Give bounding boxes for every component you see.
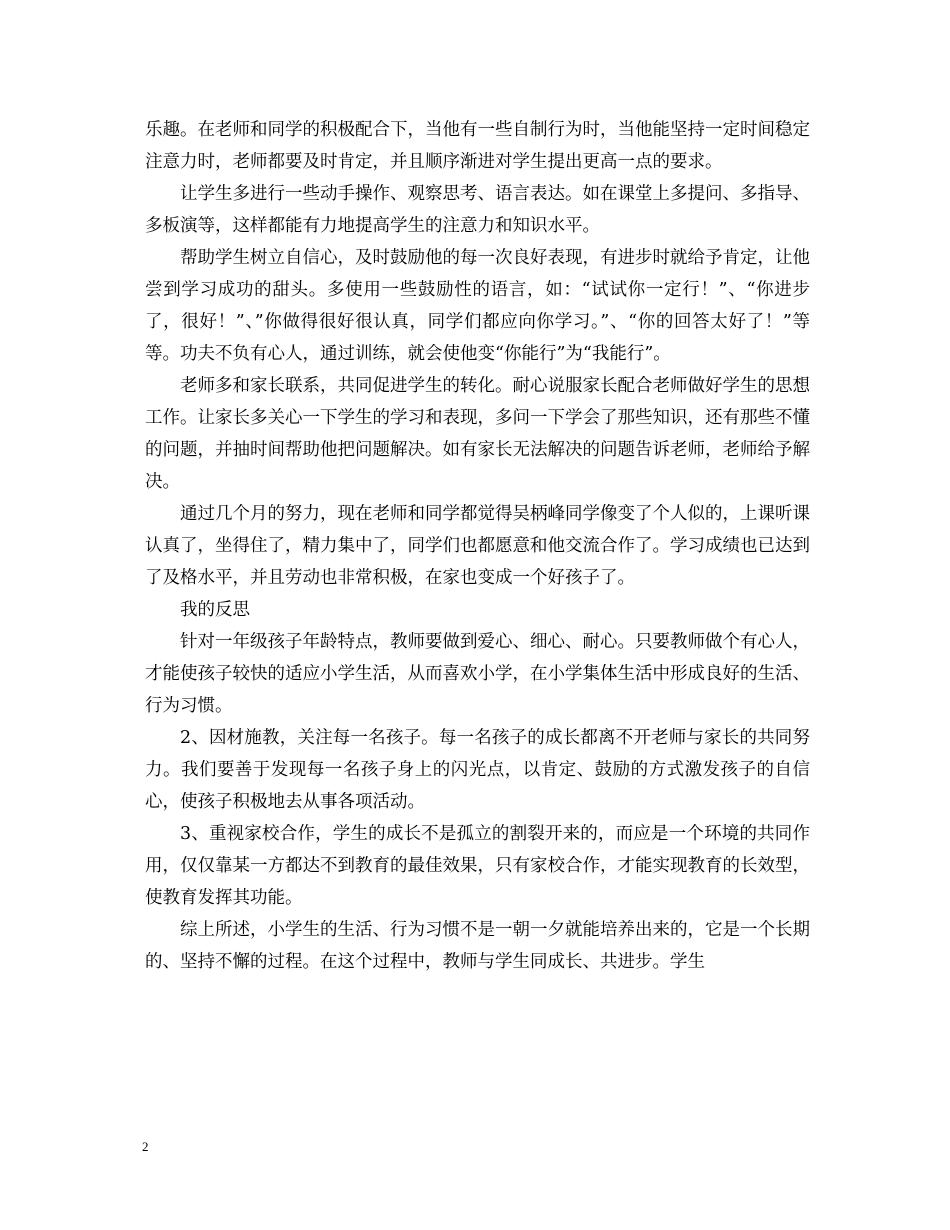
- paragraph-1: 乐趣。在老师和同学的积极配合下，当他有一些自制行为时，当他能坚持一定时间稳定注意力时，老师都要及时肯定，并且顺序渐进对学生提出更高一点的要求。: [145, 120, 810, 172]
- body-text: [145, 114, 810, 978]
- page-number: 2: [142, 1139, 149, 1154]
- paragraph-10: 综上所述，小学生的生活、行为习惯不是一朝一夕就能培养出来的，它是一个长期的、坚持不懈的过程。在这个过程中，教师与学生同成长、共进步。学生: [145, 920, 810, 972]
- paragraph-5: 通过几个月的努力，现在老师和同学都觉得吴柄峰同学像变了个人似的，上课听课认真了，坐得住了，精力集中了，同学们也都愿意和他交流合作了。学习成绩也已达到了及格水平，并且劳动也非常积极，在家也变成一个好孩子了。: [145, 504, 810, 588]
- section-heading-reflection: 我的反思: [180, 600, 250, 620]
- paragraph-8: 2、因材施教，关注每一名孩子。每一名孩子的成长都离不开老师与家长的共同努力。我们要善于发现每一名孩子身上的闪光点，以肯定、鼓励的方式激发孩子的自信心，使孩子积极地去从事各项活动。: [145, 728, 810, 812]
- paragraph-2: 让学生多进行一些动手操作、观察思考、语言表达。如在课堂上多提问、多指导、多板演等，这样都能有力地提高学生的注意力和知识水平。: [145, 184, 810, 236]
- paragraph-9: 3、重视家校合作，学生的成长不是孤立的割裂开来的，而应是一个环境的共同作用，仅仅靠某一方都达不到教育的最佳效果，只有家校合作，才能实现教育的长效型，使教育发挥其功能。: [145, 824, 810, 908]
- paragraph-4: 老师多和家长联系，共同促进学生的转化。耐心说服家长配合老师做好学生的思想工作。让家长多关心一下学生的学习和表现，多问一下学会了那些知识，还有那些不懂的问题，并抽时间帮助他把问题解决。如有家长无法解决的问题告诉老师，老师给予解决。: [145, 376, 810, 492]
- paragraph-3: 帮助学生树立自信心，及时鼓励他的每一次良好表现，有进步时就给予肯定，让他尝到学习成功的甜头。多使用一些鼓励性的语言，如：“试试你一定行！”、“你进步了，很好！”、”你做得很好很认真，同学们都应向你学习。”、“你的回答太好了！”等等。功夫不负有心人，通过训练，就会使他变“你能行”为“我能行”。: [145, 248, 810, 364]
- paragraph-7: 针对一年级孩子年龄特点，教师要做到爱心、细心、耐心。只要教师做个有心人，才能使孩子较快的适应小学生活，从而喜欢小学，在小学集体生活中形成良好的生活、行为习惯。: [145, 632, 810, 716]
